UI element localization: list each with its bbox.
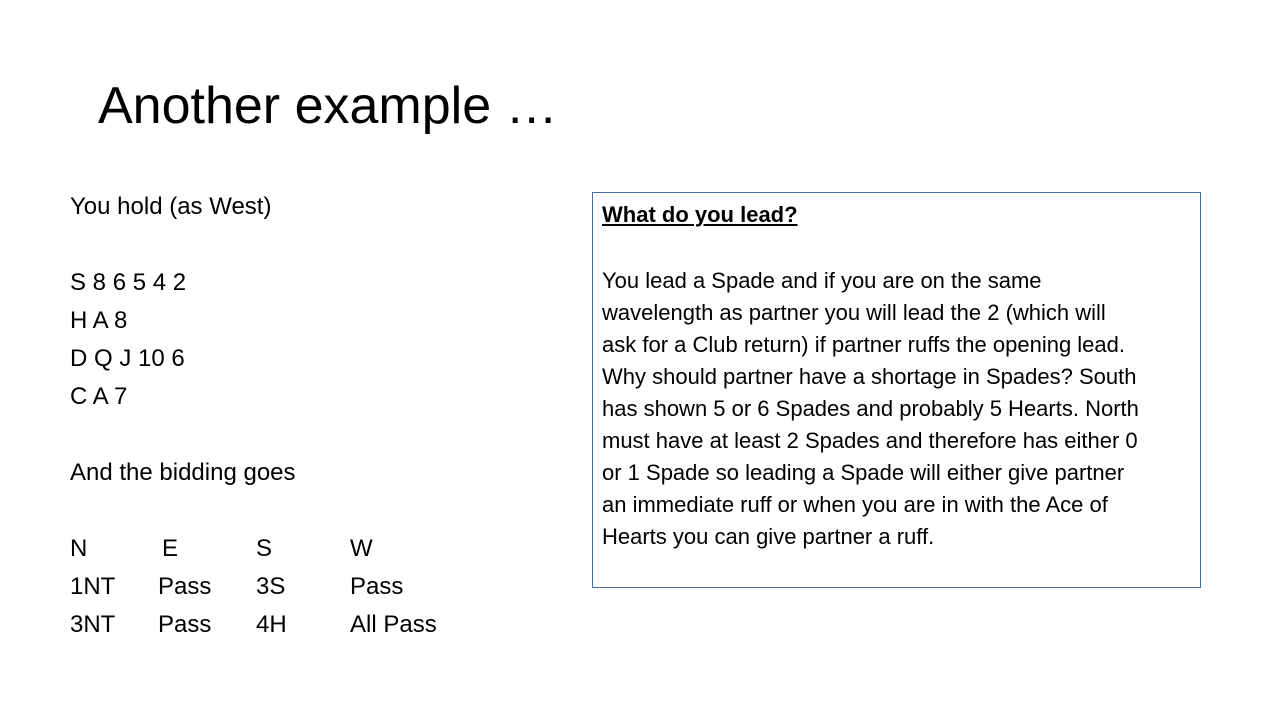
bidding-header-south: S bbox=[256, 535, 273, 562]
bidding-intro: And the bidding goes bbox=[70, 459, 296, 486]
bid-west: Pass bbox=[350, 573, 404, 600]
spacer bbox=[70, 226, 550, 264]
answer-text-box bbox=[592, 192, 1201, 588]
answer-line: You lead a Spade and if you are on the same bbox=[602, 268, 1042, 293]
bidding-header-west: W bbox=[350, 535, 373, 562]
bid-south: 3S bbox=[256, 573, 286, 600]
spacer bbox=[70, 416, 550, 454]
answer-line: must have at least 2 Spades and therefore has either 0 bbox=[602, 428, 1138, 453]
bid-south: 4H bbox=[256, 611, 287, 638]
spacer bbox=[70, 492, 550, 530]
answer-line: Why should partner have a shortage in Spades? South bbox=[602, 364, 1137, 389]
answer-line: or 1 Spade so leading a Spade will either give partner bbox=[602, 460, 1125, 485]
hand-and-bidding-panel bbox=[70, 188, 550, 644]
bidding-header-north: N bbox=[70, 535, 88, 562]
bidding-header-east: E bbox=[162, 535, 179, 562]
hand-diamonds: D Q J 10 6 bbox=[70, 345, 185, 372]
bid-east: Pass bbox=[158, 573, 212, 600]
hand-clubs: C A 7 bbox=[70, 383, 128, 410]
spacer bbox=[602, 233, 1194, 265]
bid-north: 3NT bbox=[70, 611, 116, 638]
answer-line: an immediate ruff or when you are in with the Ace of bbox=[602, 492, 1108, 517]
bidding-row bbox=[70, 606, 550, 644]
bid-east: Pass bbox=[158, 611, 212, 638]
hand-hearts: H A 8 bbox=[70, 307, 128, 334]
bid-north: 1NT bbox=[70, 573, 116, 600]
hand-spades: S 8 6 5 4 2 bbox=[70, 269, 187, 296]
answer-line: ask for a Club return) if partner ruffs the opening lead. bbox=[602, 332, 1125, 357]
hand-intro: You hold (as West) bbox=[70, 193, 272, 220]
answer-line: wavelength as partner you will lead the 2 (which will bbox=[602, 300, 1106, 325]
bid-west: All Pass bbox=[350, 611, 437, 638]
slide-title: Another example … bbox=[98, 77, 558, 135]
bidding-header-row bbox=[70, 530, 550, 568]
answer-content bbox=[602, 201, 1194, 553]
answer-line: Hearts you can give partner a ruff. bbox=[602, 524, 935, 549]
answer-line: has shown 5 or 6 Spades and probably 5 Hearts. North bbox=[602, 396, 1139, 421]
answer-heading: What do you lead? bbox=[602, 202, 798, 227]
bidding-row bbox=[70, 568, 550, 606]
